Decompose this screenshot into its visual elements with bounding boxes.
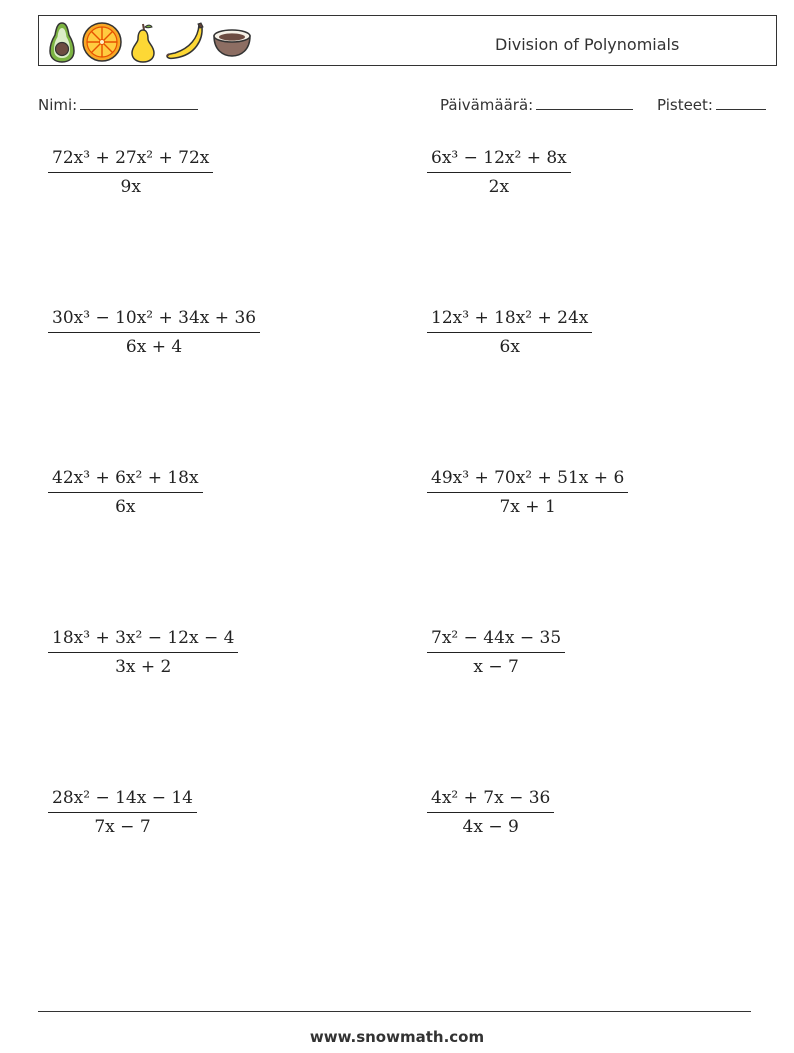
fraction [427,628,565,677]
fruit-icons [47,19,253,65]
numerator: 12x³ + 18x² + 24x [427,308,592,333]
fraction [427,148,571,197]
worksheet-title: Division of Polynomials [495,35,680,54]
denominator: 9x [120,177,141,197]
name-blank[interactable] [80,94,198,110]
numerator: 6x³ − 12x² + 8x [427,148,571,173]
denominator: 2x [488,177,510,197]
numerator: 28x² − 14x − 14 [48,788,197,813]
coconut-icon [211,26,253,58]
problem-5 [48,468,203,517]
problem-9 [48,788,197,837]
numerator: 4x² + 7x − 36 [427,788,554,813]
avocado-icon [47,20,77,64]
problem-8 [427,628,565,677]
numerator: 7x² − 44x − 35 [427,628,565,653]
numerator: 72x³ + 27x² + 72x [48,148,213,173]
denominator: 6x [499,337,520,357]
problem-10 [427,788,554,837]
problem-6 [427,468,628,517]
footer-divider [38,1011,751,1012]
denominator: 6x + 4 [125,337,183,357]
footer-url[interactable]: www.snowmath.com [309,1028,485,1046]
fraction [48,468,203,517]
numerator: 42x³ + 6x² + 18x [48,468,203,493]
problem-7 [48,628,238,677]
name-label: Nimi: [38,96,78,114]
worksheet-header [38,15,777,66]
fraction [427,788,554,837]
pear-icon [127,20,159,64]
score-field [657,94,766,114]
date-blank[interactable] [536,94,633,110]
banana-icon [163,21,207,63]
orange-slice-icon [81,21,123,63]
fraction [48,788,197,837]
denominator: x − 7 [473,657,519,677]
numerator: 49x³ + 70x² + 51x + 6 [427,468,628,493]
name-field [38,94,198,114]
fraction [48,628,238,677]
date-field [440,94,633,114]
fraction [427,468,628,517]
denominator: 7x + 1 [499,497,556,517]
numerator: 30x³ − 10x² + 34x + 36 [48,308,260,333]
problem-1 [48,148,213,197]
fraction [427,308,592,357]
problem-3 [48,308,260,357]
score-label: Pisteet: [657,96,713,114]
numerator: 18x³ + 3x² − 12x − 4 [48,628,238,653]
date-label: Päivämäärä: [440,96,534,114]
fraction [48,308,260,357]
denominator: 4x − 9 [462,817,519,837]
problem-4 [427,308,592,357]
score-blank[interactable] [716,94,766,110]
denominator: 7x − 7 [94,817,151,837]
problem-2 [427,148,571,197]
fraction [48,148,213,197]
denominator: 3x + 2 [115,657,172,677]
denominator: 6x [115,497,136,517]
